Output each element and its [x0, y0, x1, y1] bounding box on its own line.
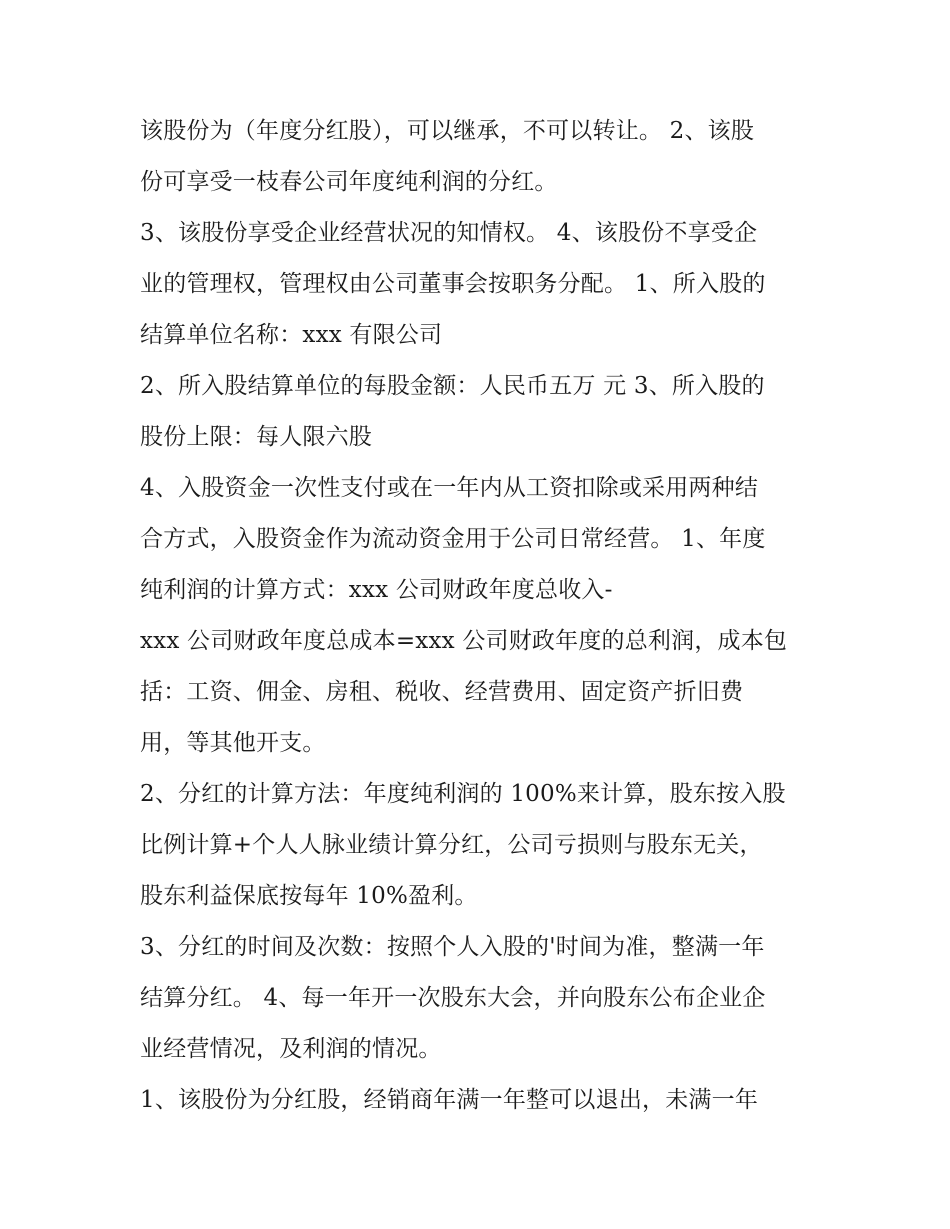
text-line: 用，等其他开支。 [140, 730, 326, 756]
text-line: 3、分红的时间及次数：按照个人入股的'时间为准，整满一年 [140, 934, 765, 960]
text-line: 2、所入股结算单位的每股金额：人民币五万 元 3、所入股的 [140, 373, 765, 399]
text-line: 合方式，入股资金作为流动资金用于公司日常经营。 1、年度 [140, 526, 766, 552]
text-line: 业经营情况，及利润的情况。 [140, 1036, 442, 1062]
text-line: 2、分红的计算方法：年度纯利润的 100%来计算，股东按入股 [140, 781, 786, 807]
text-line: 股东利益保底按每年 10%盈利。 [140, 883, 478, 909]
text-line: 3、该股份享受企业经营状况的知情权。 4、该股份不享受企 [140, 220, 758, 246]
text-line: 4、入股资金一次性支付或在一年内从工资扣除或采用两种结 [140, 475, 759, 501]
text-line: 份可享受一枝春公司年度纯利润的分红。 [140, 169, 558, 195]
text-line: 业的管理权，管理权由公司董事会按职务分配。 1、所入股的 [140, 271, 766, 297]
text-line: 括：工资、佣金、房租、税收、经营费用、固定资产折旧费 [140, 679, 744, 705]
text-line: 比例计算+个人人脉业绩计算分红，公司亏损则与股东无关， [140, 832, 763, 858]
text-line: 股份上限：每人限六股 [140, 424, 372, 450]
text-line: 结算单位名称：xxx 有限公司 [140, 322, 443, 348]
document-body [140, 110, 820, 1130]
text-line: 结算分红。 4、每一年开一次股东大会，并向股东公布企业企 [140, 985, 766, 1011]
text-line: xxx 公司财政年度总成本=xxx 公司财政年度的总利润，成本包 [140, 628, 788, 654]
text-line: 该股份为（年度分红股），可以继承，不可以转让。 2、该股 [140, 118, 755, 144]
text-line: 纯利润的计算方式：xxx 公司财政年度总收入- [140, 577, 613, 603]
text-line: 1、该股份为分红股，经销商年满一年整可以退出，未满一年 [140, 1087, 759, 1113]
